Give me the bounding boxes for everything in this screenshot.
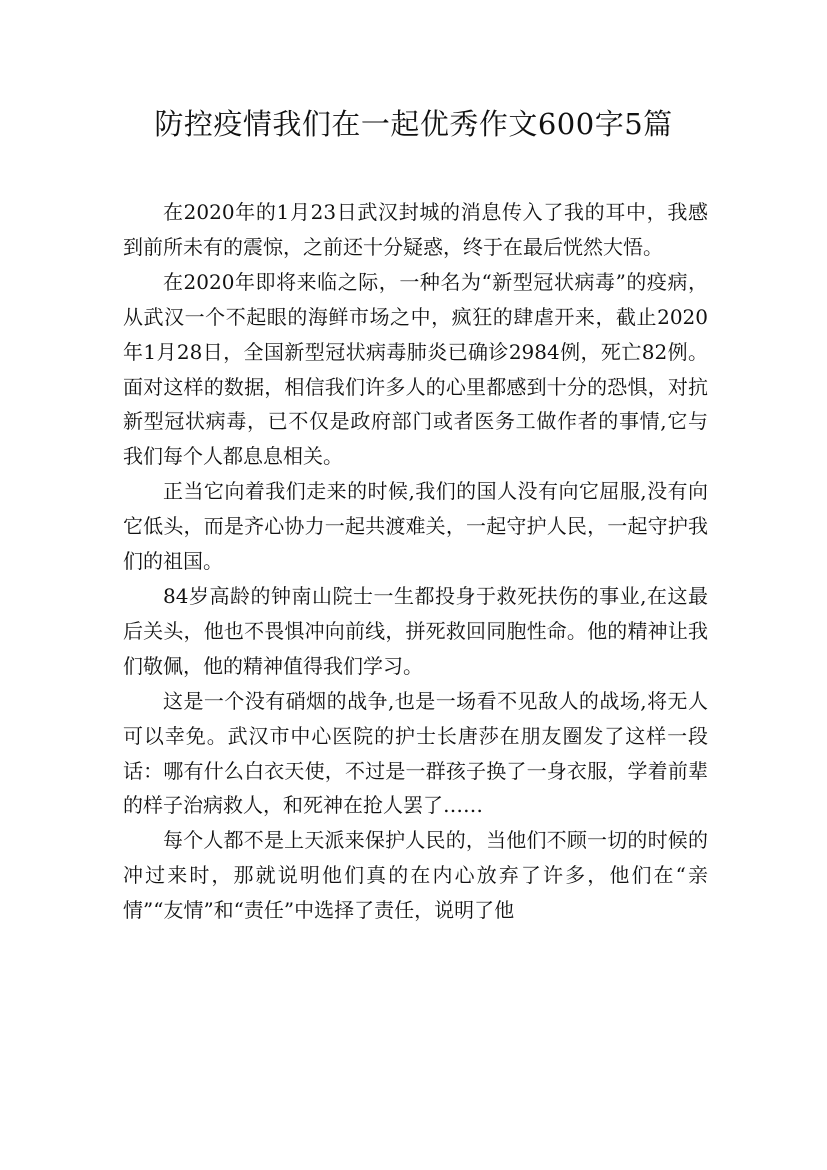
paragraph-5: 这是一个没有硝烟的战争,也是一场看不见敌人的战场,将无人可以幸免。武汉市中心医院的护士长唐莎在朋友圈发了这样一段话：哪有什么白衣天使，不过是一群孩子换了一身衣服，学着前辈的样子治病救人，和死神在抢人罢了…… — [123, 688, 708, 818]
paragraph-2: 在2020年即将来临之际，一种名为“新型冠状病毒”的疫病，从武汉一个不起眼的海鲜市场之中，疯狂的肆虐开来，截止2020年1月28日，全国新型冠状病毒肺炎已确诊2984例，死亡82例。面对这样的数据，相信我们许多人的心里都感到十分的恐惧，对抗新型冠状病毒，已不仅是政府部门或者医务工做作者的事情,它与我们每个人都息息相关。 — [123, 269, 708, 469]
paragraph-6: 每个人都不是上天派来保护人民的，当他们不顾一切的时候的冲过来时，那就说明他们真的在内心放弃了许多，他们在“亲情”“友情”和“责任”中选择了责任，说明了他 — [123, 828, 708, 923]
paragraph-3: 正当它向着我们走来的时候,我们的国人没有向它屈服,没有向它低头，而是齐心协力一起共渡难关，一起守护人民，一起守护我们的祖国。 — [123, 479, 708, 574]
paragraph-4: 84岁高龄的钟南山院士一生都投身于救死扶伤的事业,在这最后关头，他也不畏惧冲向前线，拼死救回同胞性命。他的精神让我们敬佩，他的精神值得我们学习。 — [123, 583, 708, 678]
paragraph-1: 在2020年的1月23日武汉封城的消息传入了我的耳中，我感到前所未有的震惊，之前还十分疑惑，终于在最后恍然大悟。 — [123, 200, 708, 259]
document-body — [123, 195, 708, 928]
document-title: 防控疫情我们在一起优秀作文600字5篇 — [154, 107, 673, 141]
